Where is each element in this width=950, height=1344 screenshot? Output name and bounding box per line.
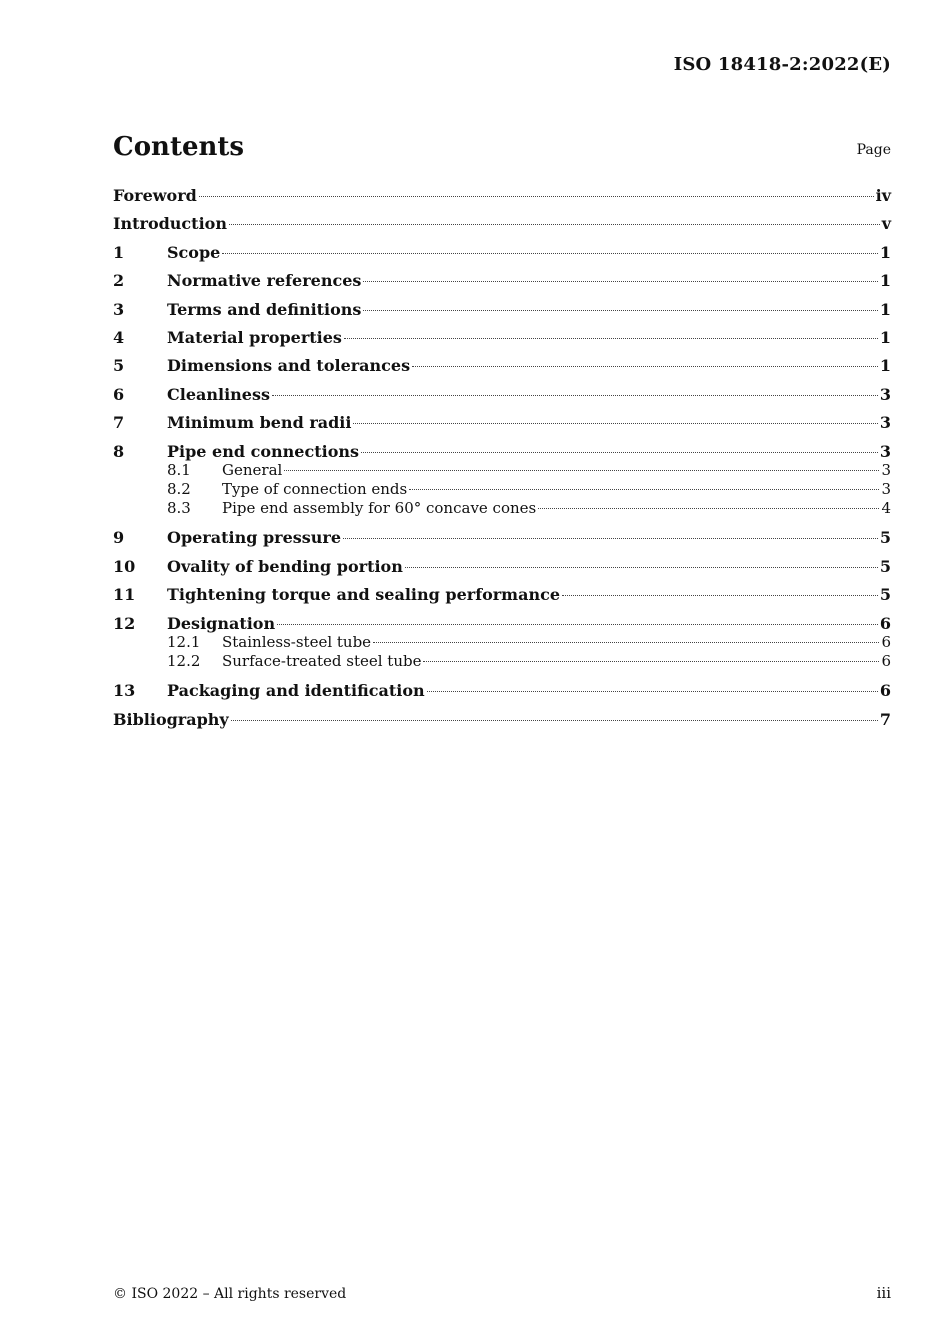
toc-entry-title: Surface-treated steel tube: [222, 652, 422, 671]
toc-entry-number: 8.3: [167, 499, 191, 518]
toc-subentry[interactable]: [113, 480, 891, 499]
toc-entry-page: 5: [879, 585, 891, 605]
toc-entry-page: iv: [875, 186, 891, 205]
dot-leader: [272, 394, 878, 396]
toc-subentry[interactable]: [113, 461, 891, 480]
toc-entry[interactable]: [113, 242, 891, 270]
toc-entry-page: 6: [879, 613, 891, 633]
dot-leader: [361, 451, 878, 453]
toc-entry-title: Ovality of bending portion: [167, 556, 403, 576]
page-column-label: Page: [856, 142, 891, 158]
toc-entry[interactable]: [113, 185, 891, 213]
toc-entry-page: 1: [879, 242, 891, 262]
dot-leader: [353, 422, 877, 424]
toc-entry-number: 13: [113, 681, 136, 701]
dot-leader: [222, 252, 878, 254]
toc-entry[interactable]: [113, 527, 891, 555]
toc-entry-number: 3: [113, 299, 125, 319]
table-of-contents: [113, 185, 891, 737]
toc-entry-page: 6: [881, 652, 891, 671]
toc-entry-page: 3: [879, 413, 891, 433]
toc-entry-page: 3: [881, 460, 891, 479]
toc-entry-number: 7: [113, 413, 125, 433]
toc-entry-title: Material properties: [167, 327, 342, 347]
toc-entry-page: 3: [879, 384, 891, 404]
toc-entry[interactable]: [113, 327, 891, 355]
toc-entry-number: 12.1: [167, 633, 201, 652]
toc-entry-title: Designation: [167, 613, 276, 633]
dot-leader: [344, 337, 878, 339]
toc-entry-title: Pipe end assembly for 60° concave cones: [222, 499, 537, 518]
dot-leader: [423, 660, 879, 662]
toc-entry-page: 7: [879, 709, 891, 729]
dot-leader: [363, 280, 877, 282]
toc-entry-title: Introduction: [113, 214, 227, 234]
toc-entry-title: Dimensions and tolerances: [167, 356, 411, 376]
copyright-footer: © ISO 2022 – All rights reserved: [113, 1286, 347, 1302]
toc-entry-title: Minimum bend radii: [167, 413, 352, 433]
toc-entry[interactable]: [113, 299, 891, 327]
toc-entry-number: 11: [113, 585, 136, 605]
toc-entry-title: Packaging and identification: [167, 681, 425, 701]
toc-entry-page: 4: [881, 499, 891, 518]
toc-entry-number: 1: [113, 242, 125, 262]
toc-entry[interactable]: [113, 355, 891, 383]
toc-entry[interactable]: [113, 680, 891, 708]
toc-entry[interactable]: [113, 412, 891, 440]
toc-entry-title: Foreword: [113, 186, 197, 205]
toc-entry-title: Cleanliness: [167, 384, 270, 404]
dot-leader: [562, 594, 878, 596]
toc-entry-number: 12: [113, 613, 136, 633]
toc-entry-number: 6: [113, 384, 125, 404]
dot-leader: [231, 719, 878, 721]
toc-entry-title: General: [222, 460, 283, 479]
toc-entry-page: 1: [879, 356, 891, 376]
toc-entry[interactable]: [113, 556, 891, 584]
dot-leader: [373, 641, 879, 643]
toc-entry-number: 5: [113, 356, 125, 376]
dot-leader: [538, 507, 879, 509]
toc-entry-page: 6: [881, 633, 891, 652]
toc-entry-number: 8: [113, 441, 125, 461]
dot-leader: [284, 469, 879, 471]
toc-entry[interactable]: [113, 584, 891, 612]
dot-leader: [427, 690, 878, 692]
toc-entry-title: Type of connection ends: [222, 480, 408, 499]
toc-entry-title: Stainless-steel tube: [222, 633, 372, 652]
toc-entry-page: 5: [879, 528, 891, 548]
dot-leader: [363, 309, 877, 311]
dot-leader: [409, 488, 879, 490]
toc-entry-page: 1: [879, 271, 891, 291]
dot-leader: [229, 223, 880, 225]
toc-entry-number: 8.2: [167, 480, 191, 499]
toc-entry[interactable]: [113, 213, 891, 241]
toc-entry-title: Tightening torque and sealing performance: [167, 585, 561, 605]
toc-subentry[interactable]: [113, 499, 891, 518]
toc-entry-number: 9: [113, 528, 125, 548]
toc-entry-title: Operating pressure: [167, 528, 342, 548]
toc-entry[interactable]: [113, 270, 891, 298]
toc-entry[interactable]: [113, 709, 891, 737]
toc-entry-page: 3: [879, 441, 891, 461]
toc-entry-title: Terms and definitions: [167, 299, 362, 319]
toc-entry[interactable]: [113, 384, 891, 412]
dot-leader: [199, 195, 874, 197]
toc-entry-title: Pipe end connections: [167, 441, 359, 461]
toc-subentry[interactable]: [113, 633, 891, 652]
toc-entry-page: 5: [879, 556, 891, 576]
dot-leader: [405, 566, 878, 568]
document-id-header: ISO 18418-2:2022(E): [673, 54, 891, 75]
contents-heading: Contents: [113, 132, 245, 162]
toc-entry-number: 4: [113, 327, 125, 347]
page-number: iii: [876, 1284, 891, 1302]
toc-entry-title: Normative references: [167, 271, 362, 291]
toc-entry-number: 12.2: [167, 652, 201, 671]
toc-subentry[interactable]: [113, 652, 891, 671]
dot-leader: [412, 365, 878, 367]
toc-entry-number: 10: [113, 556, 136, 576]
toc-entry-number: 8.1: [167, 460, 191, 479]
toc-entry-title: Bibliography: [113, 709, 229, 729]
toc-entry-title: Scope: [167, 242, 221, 262]
toc-entry-page: 1: [879, 299, 891, 319]
toc-entry-page: v: [881, 214, 891, 234]
toc-entry-number: 2: [113, 271, 125, 291]
toc-entry-page: 3: [881, 480, 891, 499]
dot-leader: [343, 537, 878, 539]
toc-entry-page: 6: [879, 681, 891, 701]
toc-entry-page: 1: [879, 327, 891, 347]
dot-leader: [277, 623, 878, 625]
